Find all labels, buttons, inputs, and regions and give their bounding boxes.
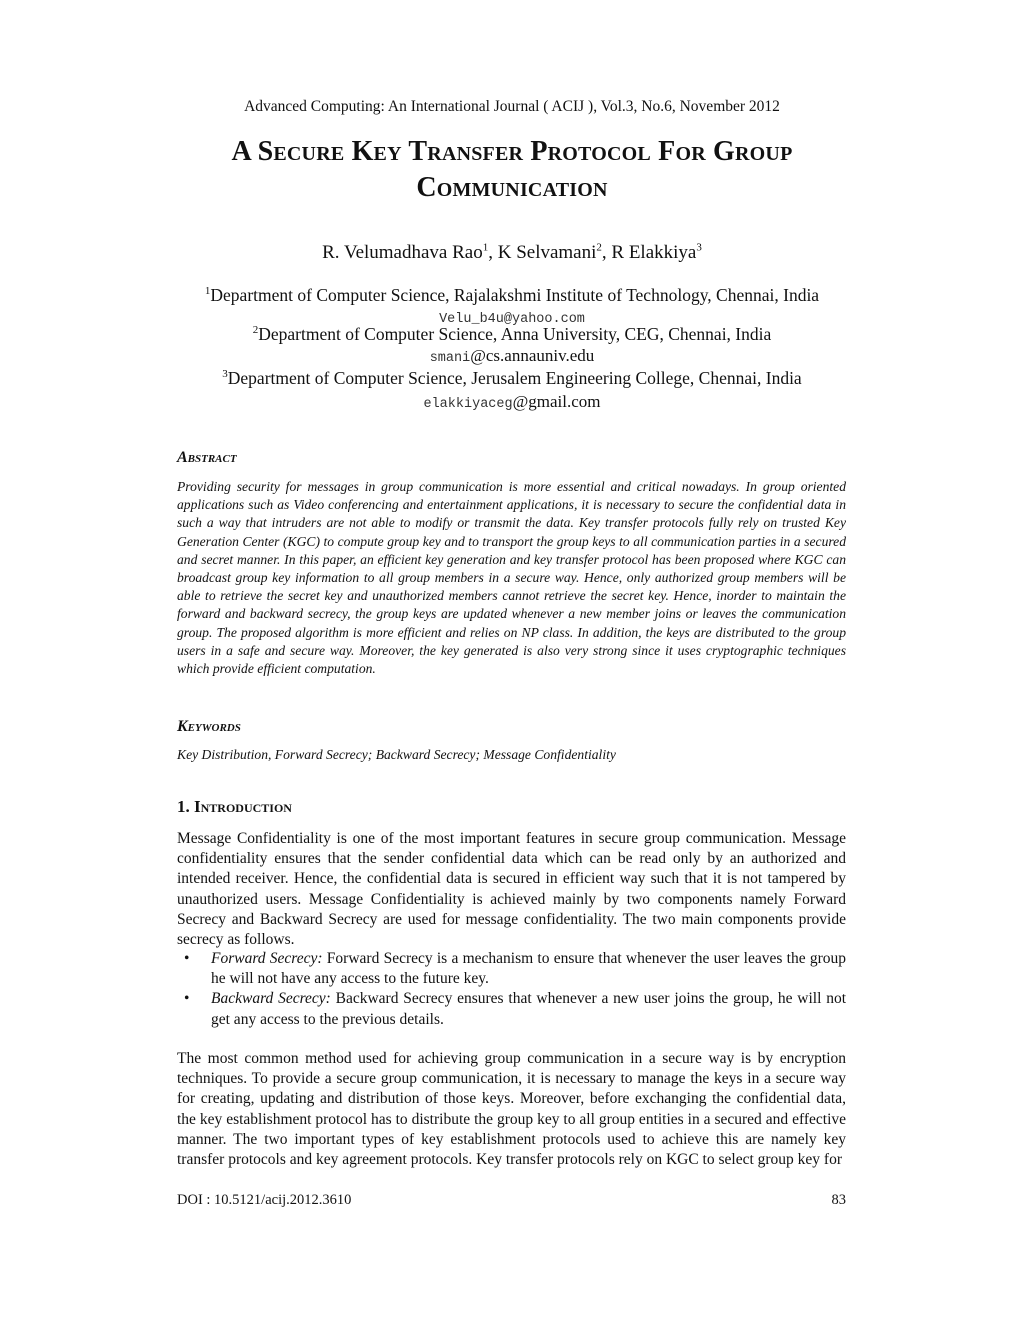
bullet-marker: • — [184, 990, 190, 1008]
keywords-heading: Keywords — [177, 718, 241, 735]
email-domain: @cs.annauniv.edu — [470, 346, 595, 365]
affil-mark: 1 — [204, 285, 211, 298]
introduction-paragraph-2: The most common method used for achieving group communication in a secure way is by encryption techniques. To provide a secure group communication, it is necessary to manage the keys in a secure way for creating, updating and distribution of those keys. Moreover, before exchanging the confidential data, the key establishment protocol has to distribute the group key to all group entities in a secured and effective manner. The two important types of key establishment protocols used to achieve this are namely key transfer protocols and key agreement protocols. Key transfer protocols rely on KGC to select group key for — [177, 1050, 846, 1169]
affil-text: Department of Computer Science, Rajalakshmi Institute of Technology, Chennai, India — [210, 285, 820, 305]
affiliation-1 — [0, 285, 1024, 306]
author-list — [0, 242, 1024, 264]
bullet-marker: • — [184, 950, 190, 967]
bullet-term: Backward Secrecy: — [211, 990, 331, 1008]
affil-mark: 2 — [252, 324, 259, 337]
email-domain: @gmail.com — [512, 392, 601, 411]
abstract-body: Providing security for messages in group communication is more essential and critical nowadays. In group oriented applications such as Video conferencing and entertainment applications, it is necessary to secure the confidential data in such a way that intruders are not able to modify or transmit the data. Key transfer protocols fully rely on trusted Key Generation Center (KGC) to compute group key and to transport the group keys to all communication parties in a secured and secret manner. In this paper, an efficient key generation and key transfer protocol has been proposed where KGC can broadcast group key information to all group members in a secure way. Hence, only authorized group members will be able to retrieve the secret key and unauthorized members cannot retrieve the secret key. Hence, inorder to maintain the forward and backward secrecy, the group keys are updated whenever a new member joins or leaves the communication group. The proposed algorithm is more efficient and relies on NP class. In addition, the keys are distributed to the group users in a safe and secure way. Moreover, the key generated is also very strong since it uses cryptographic techniques which provide efficient computation. — [177, 479, 846, 677]
email-address: elakkiyaceg — [423, 397, 513, 412]
paper-title — [100, 134, 924, 206]
secrecy-bullet-list — [177, 949, 846, 1030]
list-item — [177, 949, 846, 989]
author-affil-mark: 2 — [596, 241, 602, 254]
bullet-text: Forward Secrecy is a mechanism to ensure that whenever the user leaves the group he will not have any access to the future key. — [211, 950, 846, 988]
affiliation-2 — [0, 324, 1024, 345]
running-head: Advanced Computing: An International Journal ( ACIJ ), Vol.3, No.6, November 2012 — [244, 98, 780, 115]
keywords-body: Key Distribution, Forward Secrecy; Backward Secrecy; Message Confidentiality — [177, 747, 616, 762]
affil-mark: 3 — [222, 368, 228, 381]
author-name: K Selvamani — [497, 242, 597, 263]
introduction-paragraph-1: Message Confidentiality is one of the most important features in secure group communication. Message confidentiality ensures that the sender confidential data which can be read only by an authorized and intended receiver. Hence, the confidential data is secured in efficient way such that it is not tampered by unauthorized users. Message Confidentiality is achieved mainly by two components namely Forward Secrecy and Backward Secrecy are used for message confidentiality. The two main components provide secrecy as follows. — [177, 830, 846, 949]
email-3 — [0, 392, 1024, 412]
email-address: smani — [429, 351, 471, 366]
author-separator: , — [488, 242, 498, 263]
author-affil-mark: 1 — [482, 241, 489, 254]
page-number: 83 — [831, 1192, 846, 1208]
affil-text: Department of Computer Science, Anna University, CEG, Chennai, India — [258, 324, 772, 344]
email-2 — [0, 346, 1024, 366]
bullet-text: Backward Secrecy ensures that whenever a new user joins the group, he will not get any access to the previous details. — [211, 990, 847, 1028]
introduction-heading: 1. Introduction — [177, 797, 292, 816]
title-line-2: Communication — [416, 172, 608, 203]
bullet-term: Forward Secrecy: — [211, 950, 323, 967]
title-line-1: A Secure Key Transfer Protocol For Group — [231, 136, 793, 167]
affil-text: Department of Computer Science, Jerusalem Engineering College, Chennai, India — [227, 368, 802, 388]
author-separator: , — [601, 242, 612, 263]
doi-footer: DOI : 10.5121/acij.2012.3610 — [177, 1192, 352, 1208]
abstract-heading: Abstract — [177, 449, 237, 466]
email-address: Velu_b4u@yahoo.com — [439, 312, 585, 327]
affiliation-3 — [0, 368, 1024, 389]
list-item — [177, 989, 846, 1029]
author-affil-mark: 3 — [696, 241, 702, 254]
author-name: R Elakkiya — [611, 242, 697, 263]
author-name: R. Velumadhava Rao — [322, 242, 483, 263]
